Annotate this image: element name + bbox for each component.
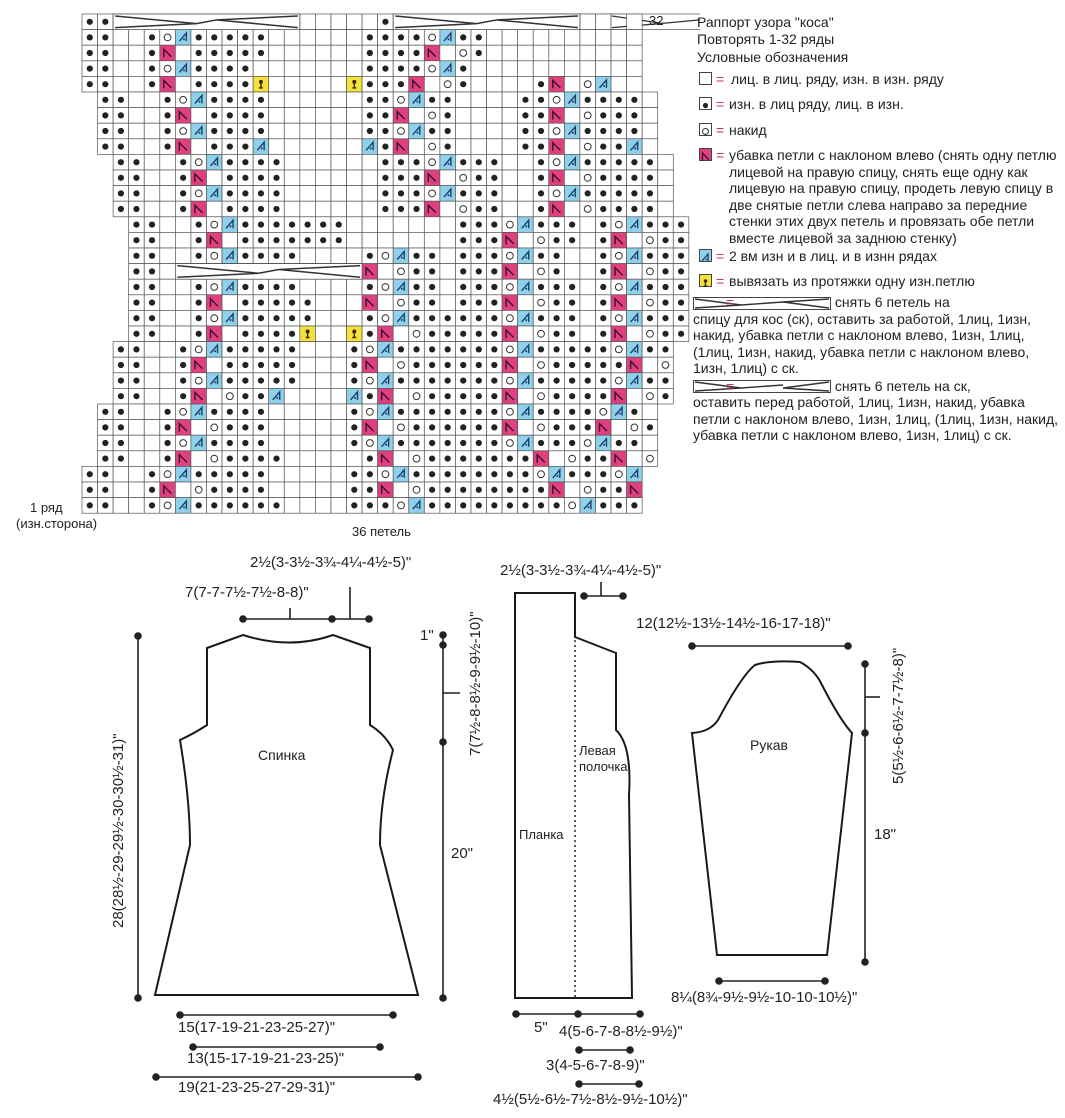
sleeve-cuff-width: 8¼(8¾-9½-9½-10-10-10½)" xyxy=(671,989,858,1006)
back-shoulder-width: 7(7-7-7½-7½-8-8)" xyxy=(185,584,309,601)
sleeve-length: 18" xyxy=(874,826,897,843)
back-width-top: 15(17-19-21-23-25-27)" xyxy=(178,1019,336,1036)
front-piece-outline xyxy=(515,593,632,998)
legend-repeat: Повторять 1-32 ряды xyxy=(697,30,835,47)
legend-symbols-heading: Условные обозначения xyxy=(697,49,849,65)
row-1-side-label: (изн.сторона) xyxy=(16,516,98,531)
stitch-count-label: 36 петель xyxy=(352,524,411,539)
sleeve-top-width: 12(12½-13½-14½-16-17-18)" xyxy=(636,615,831,632)
legend-text: лиц. в лиц. ряду, изн. в изн. ряду xyxy=(731,70,944,87)
legend-text-lead: снять 6 петель на ск, xyxy=(834,377,971,394)
equals-sign: = xyxy=(716,96,725,112)
legend-title: Раппорт узора "коса" xyxy=(697,14,834,30)
back-piece-outline xyxy=(155,635,418,995)
back-side-length: 20" xyxy=(451,845,474,862)
equals-sign: = xyxy=(716,248,725,264)
equals-sign: = xyxy=(726,294,735,310)
legend-text: 2 вм изн и в лиц. и в изнн рядах xyxy=(729,248,937,264)
front-width-hem: 4½(5½-6½-7½-8½-9½-10½)" xyxy=(493,1091,688,1108)
band-width: 5" xyxy=(534,1019,548,1036)
sleeve-piece-label: Рукав xyxy=(750,737,788,753)
back-neck-depth: 1" xyxy=(420,627,434,644)
legend-text: убавка петли с наклоном влево (снять одну петлю лицевой на правую спицу, снять еще одну как лицевую на правую спицу, продеть левую спицу в две снятые петли слева направо за передние стенки этих двух петель и провязать обе петли вместе лицевой за заднюю стенку) xyxy=(729,147,1057,246)
legend-text: накид xyxy=(729,121,767,138)
back-piece-label: Спинка xyxy=(258,747,306,763)
equals-sign: = xyxy=(716,272,725,289)
equals-sign: = xyxy=(716,121,725,138)
equals-sign: = xyxy=(716,70,725,87)
left-front-label-line2: полочка xyxy=(579,759,628,774)
back-width-waist: 13(15-17-19-21-23-25)" xyxy=(187,1050,345,1067)
front-shoulder-width: 2½(3-3½-3¾-4¼-4½-5)" xyxy=(500,562,662,579)
back-length: 28(28½-29-29½-30-30½-31)" xyxy=(110,733,127,928)
row-32-label: 32 xyxy=(649,13,664,28)
left-front-label-line1: Левая xyxy=(579,743,616,758)
legend-text: спицу для кос (ск), оставить за работой, 1лиц, 1изн, накид, убавка петли с наклоном влево, 1изн, 1лиц, (1лиц, 1изн, накид, убавка петли с наклоном влево, 1изн, 1лиц) с ск. xyxy=(693,310,1032,376)
row-1-label: 1 ряд xyxy=(30,500,63,515)
back-width-hem: 19(21-23-25-27-29-31)" xyxy=(178,1079,336,1096)
equals-sign: = xyxy=(726,377,735,394)
legend-text: изн. в лиц ряду, лиц. в изн. xyxy=(729,96,904,112)
legend-text: вывязать из протяжки одну изн.петлю xyxy=(729,272,975,289)
sleeve-piece-outline xyxy=(692,661,852,955)
front-width-waist: 3(4-5-6-7-8-9)" xyxy=(546,1057,645,1074)
back-armhole-depth: 7(7½-8-8½-9-9½-10)" xyxy=(467,611,484,756)
sleeve-cap-height: 5(5½-6-6½-7-7½-8)" xyxy=(890,647,907,784)
legend-text-lead: снять 6 петель на xyxy=(834,294,950,310)
legend-text: оставить перед работой, 1лиц, 1изн, накид, убавка петли с наклоном влево, 1изн, 1лиц, (1лиц, 1изн, накид, убавка петли с наклоном влево, 1изн, 1лиц) с ск. xyxy=(693,394,1059,443)
front-width-top: 4(5-6-7-8-8½-9½)" xyxy=(559,1023,683,1040)
equals-sign: = xyxy=(716,147,725,163)
band-label: Планка xyxy=(519,827,564,842)
back-neck-width: 2½(3-3½-3¾-4¼-4½-5)" xyxy=(250,554,412,571)
